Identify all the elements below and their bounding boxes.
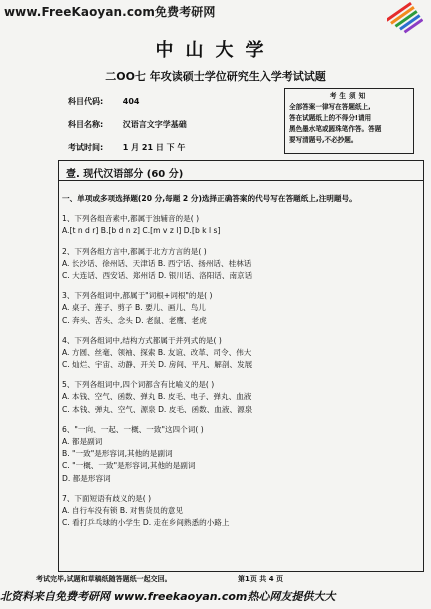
question-option: A. 方圆、丝毫、领袖、探索 B. 友谊、改革、司令、伟大 xyxy=(62,347,252,357)
instruction: 一、单项或多项选择题(20 分,每题 2 分)选择正确答案的代号写在答题纸上,注明题号。 xyxy=(62,194,357,203)
question-stem: 1、下列各组音素中,都属于浊辅音的是( ) xyxy=(62,214,200,224)
question-option: C. 大连话、西安话、郑州话 D. 银川话、洛阳话、南京话 xyxy=(62,270,253,280)
question-option: C. 奔头、苦头、念头 D. 老鼠、老鹰、老虎 xyxy=(62,315,207,325)
candidate-notice-box xyxy=(284,88,414,154)
question-option: A.[t n d r] B.[b d n z] C.[m v z l] D.[b k l s] xyxy=(62,226,221,236)
watermark-top: www.FreeKaoyan.com免费考研网 xyxy=(4,5,216,19)
subject-name xyxy=(68,119,187,130)
question-stem: 7、下面短语有歧义的是( ) xyxy=(62,493,152,503)
subject-code-value: 404 xyxy=(122,97,140,106)
footer-note: 考试完毕,试题和草稿纸随答题纸一起交回。 xyxy=(36,575,172,583)
subject-code xyxy=(68,96,140,107)
question-option: A. 桌子、莲子、剪子 B. 要儿、画儿、鸟儿 xyxy=(62,303,206,313)
question-stem: 3、下列各组词中,都属于"词根+词根"的是( ) xyxy=(62,291,213,301)
question-option: C. 看打乒乓球的小学生 D. 走在乡间熟悉的小路上 xyxy=(62,518,230,528)
question-stem: 5、下列各组词中,四个词都含有比喻义的是( ) xyxy=(62,380,215,390)
watermark-bottom: 北资料来自免费考研网 www.freekaoyan.com热心网友提供大大 xyxy=(0,590,336,603)
question-list xyxy=(62,193,420,529)
university-title: 中山大学 xyxy=(155,40,276,61)
subject-name-value: 汉语言文字学基础 xyxy=(122,120,187,129)
page-number: 第1页 共 4 页 xyxy=(238,575,284,583)
question-option: C. 灿烂、宇宙、动静、开关 D. 房间、平凡、解剖、发展 xyxy=(62,360,253,370)
question-option: A. 长沙话、徐州话、天津话 B. 西宁话、扬州话、桂林话 xyxy=(62,258,252,268)
section-divider xyxy=(58,180,424,181)
exam-title: 二OO七 年攻读硕士学位研究生入学考试试题 xyxy=(105,70,326,83)
subject-name-label: 科目名称: xyxy=(68,120,104,129)
question-stem: 6、"一向、一起、一概、一致"这四个词( ) xyxy=(62,424,204,434)
question-option: C. "一概、一致"是形容词,其他的是副词 xyxy=(62,461,196,471)
notice-line: 全部答案一律写在答题纸上, xyxy=(289,103,371,111)
question-stem: 4、下列各组词中,结构方式都属于并列式的是( ) xyxy=(62,335,222,345)
question-option: A. 自行车没有锁 B. 对售货员的意见 xyxy=(62,505,184,515)
notice-line: 黑色墨水笔或圆珠笔作答。答题 xyxy=(289,125,382,133)
section-title: 壹. 现代汉语部分 (60 分) xyxy=(66,169,184,180)
notice-line: 答在试题纸上的不得分!请用 xyxy=(289,114,372,122)
question-stem: 2、下列各组方言中,都属于北方方言的是( ) xyxy=(62,246,207,256)
site-logo-icon xyxy=(387,2,423,36)
question-option: D. 都是形容词 xyxy=(62,473,111,483)
subject-code-label: 科目代码: xyxy=(68,97,104,106)
exam-time-label: 考试时间: xyxy=(68,143,104,152)
question-option: A. 都是副词 xyxy=(62,437,103,446)
notice-title: 考生须知 xyxy=(329,92,369,100)
question-option: A. 本钱、空气、函数、弹丸 B. 皮毛、电子、弹丸、血液 xyxy=(62,392,252,402)
question-option: B. "一致"是形容词,其他的是副词 xyxy=(62,449,173,459)
exam-time-value: 1 月 21 日 下 午 xyxy=(122,143,186,152)
notice-line: 要写清题号,不必抄题。 xyxy=(289,136,358,144)
question-option: C. 本钱、弹丸、空气、源泉 D. 皮毛、函数、血液、源泉 xyxy=(62,404,253,414)
exam-time xyxy=(68,142,185,153)
